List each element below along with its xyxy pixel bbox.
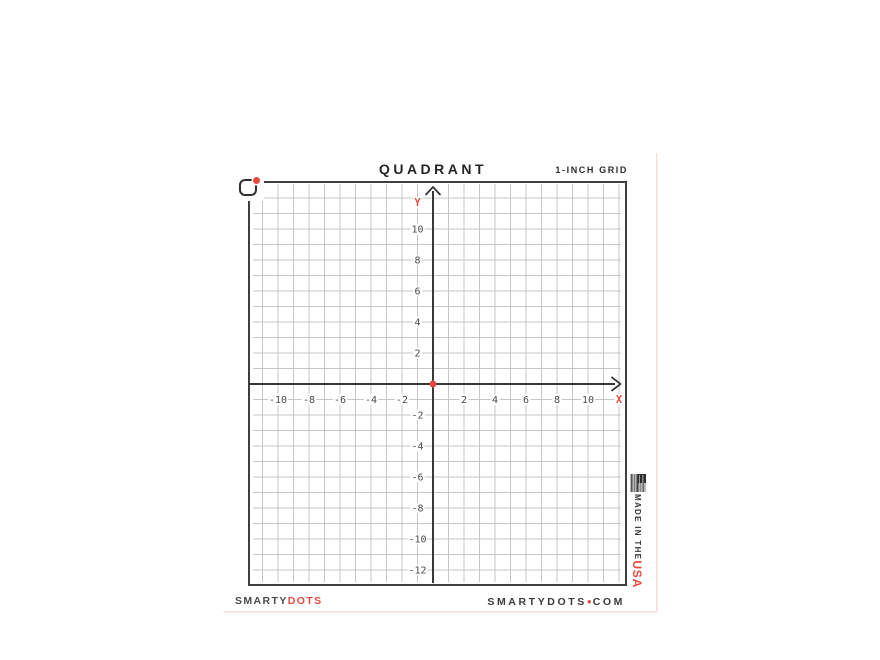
x-tick-label: -4 [364,395,378,406]
x-tick-label: -6 [333,395,347,406]
board-title: QUADRANT [378,161,488,177]
smartydots-logo-icon [237,176,264,201]
x-tick-label: 4 [491,395,499,406]
x-tick-label: -8 [302,395,316,406]
x-tick-label: 2 [460,395,468,406]
y-tick-label: 4 [414,317,421,329]
y-tick-label: -6 [411,472,424,484]
brand-suffix: DOTS [287,595,323,607]
country-text: USA [630,560,644,589]
y-tick-label: 8 [414,255,421,267]
x-tick-label: 6 [522,395,530,406]
made-in-usa-label [629,494,645,588]
coordinate-grid [248,181,627,586]
y-tick-label: -8 [411,503,424,515]
made-in-text: MADE IN THE [633,494,642,561]
grid-size-label: 1-INCH GRID [555,165,628,175]
x-tick-label: -10 [268,395,288,406]
x-axis-label: X [615,394,623,406]
y-tick-label: 10 [411,224,424,236]
website-suffix: COM [592,596,625,608]
website-dot-icon: ● [586,597,593,606]
y-tick-label: -12 [408,565,427,577]
y-axis-label: Y [414,197,421,210]
logo-red-dot-icon [253,177,260,184]
barcode-icon [630,474,646,492]
y-tick-label: -4 [411,441,424,453]
y-tick-label: -10 [408,534,427,546]
x-tick-label: -2 [395,395,409,406]
brand-prefix: SMARTY [235,595,288,607]
y-tick-label: 2 [414,348,421,360]
y-tick-label: 6 [414,286,421,298]
origin-dot-icon [430,381,437,388]
website-prefix: SMARTYDOTS [487,596,587,608]
y-tick-label: -2 [411,410,424,422]
x-tick-label: 10 [581,395,595,406]
website-label [487,596,625,608]
brand-wordmark [235,595,323,607]
quadrant-grid-board [222,152,656,611]
x-tick-label: 8 [553,395,561,406]
